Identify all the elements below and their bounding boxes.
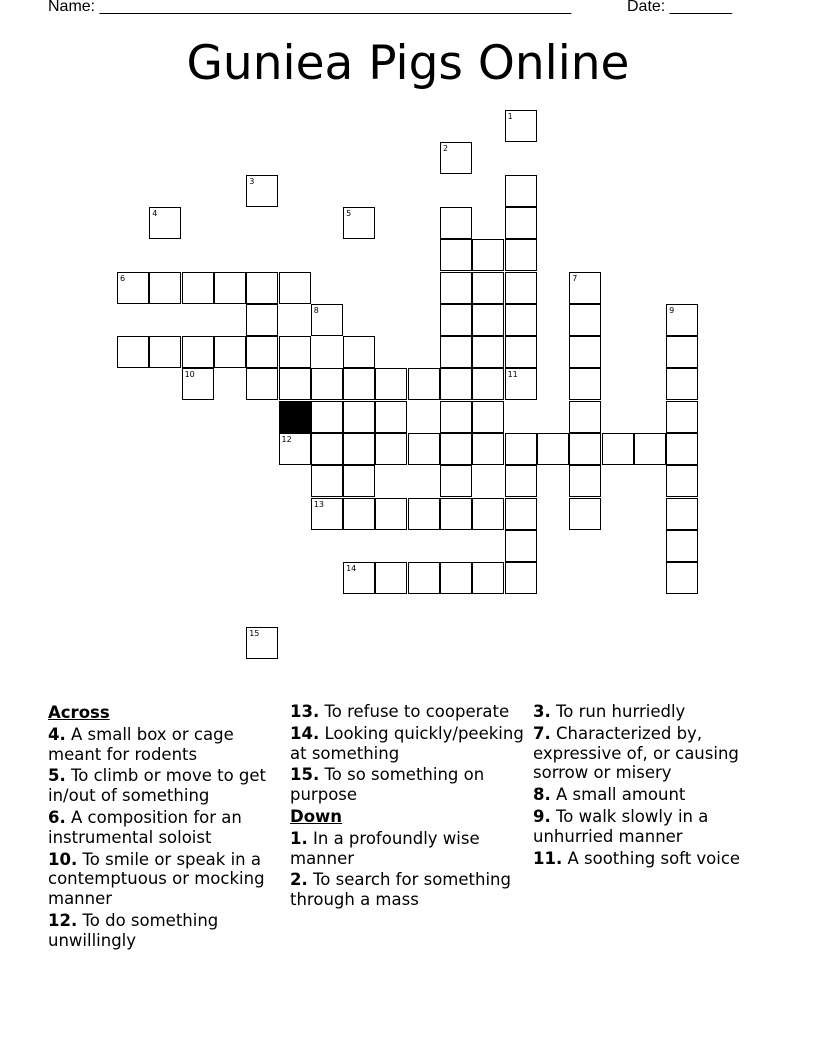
crossword-cell[interactable]	[505, 272, 537, 304]
crossword-cell[interactable]	[472, 336, 504, 368]
crossword-cell[interactable]	[343, 368, 375, 400]
crossword-cell[interactable]	[311, 368, 343, 400]
clue-item	[48, 850, 273, 909]
clue-item-number: 6.	[48, 807, 66, 827]
crossword-cell[interactable]	[343, 562, 375, 594]
crossword-cell[interactable]	[666, 498, 698, 530]
clue-item	[290, 702, 526, 722]
clue-number-4: 4	[152, 208, 158, 218]
crossword-cell[interactable]	[375, 401, 407, 433]
clue-item-text: To do something unwillingly	[48, 910, 219, 950]
crossword-black-cell	[279, 401, 311, 433]
crossword-cell[interactable]	[246, 368, 278, 400]
page-title: Guniea Pigs Online	[186, 36, 630, 91]
clue-item	[533, 724, 773, 783]
crossword-cell[interactable]	[343, 336, 375, 368]
clue-number-10: 10	[184, 370, 195, 380]
crossword-cell[interactable]	[440, 207, 472, 239]
crossword-cell[interactable]	[472, 498, 504, 530]
crossword-cell[interactable]	[505, 175, 537, 207]
crossword-cell[interactable]	[537, 433, 569, 465]
crossword-cell[interactable]	[375, 498, 407, 530]
crossword-cell[interactable]	[182, 336, 214, 368]
crossword-cell[interactable]	[505, 530, 537, 562]
crossword-cell[interactable]	[666, 304, 698, 336]
clue-item-number: 2.	[290, 870, 308, 890]
clue-item	[48, 725, 273, 765]
clue-number-12: 12	[281, 435, 292, 444]
clue-item-text: Looking quickly/peeking at something	[290, 723, 524, 763]
crossword-cell[interactable]	[569, 304, 601, 336]
crossword-cell[interactable]	[472, 401, 504, 433]
clue-number-8: 8	[313, 305, 319, 315]
crossword-cell[interactable]	[440, 465, 472, 497]
crossword-cell[interactable]	[505, 433, 537, 465]
clue-item	[48, 766, 273, 806]
clue-column-2	[290, 702, 526, 912]
crossword-cell[interactable]	[666, 368, 698, 400]
crossword-cell[interactable]	[505, 110, 537, 142]
across-clue-list-continued	[290, 702, 526, 805]
crossword-cell[interactable]	[246, 627, 278, 659]
crossword-cell[interactable]	[343, 465, 375, 497]
clue-number-11: 11	[507, 370, 518, 380]
clue-item-number: 11.	[533, 848, 563, 868]
crossword-cell[interactable]	[246, 272, 278, 304]
clue-number-1: 1	[507, 112, 513, 121]
clue-number-13: 13	[313, 499, 324, 509]
clue-number-5: 5	[346, 208, 352, 218]
down-clue-list-continued	[533, 702, 773, 868]
crossword-cell[interactable]	[569, 401, 601, 433]
crossword-cell[interactable]	[666, 562, 698, 594]
crossword-cell[interactable]	[440, 336, 472, 368]
clue-item	[533, 702, 773, 722]
crossword-cell[interactable]	[279, 368, 311, 400]
clue-item-text: To refuse to cooperate	[324, 702, 510, 721]
name-field[interactable]: Name: _____________________________________________________	[48, 0, 572, 15]
clue-number-3: 3	[249, 176, 255, 186]
clue-item	[533, 785, 773, 805]
clue-item-text: Characterized by, expressive of, or causing sorrow or misery	[533, 723, 739, 783]
crossword-cell[interactable]	[634, 433, 666, 465]
crossword-cell[interactable]	[505, 498, 537, 530]
clue-item-number: 5.	[48, 766, 66, 786]
clue-item-text: To run hurriedly	[556, 702, 686, 721]
crossword-cell[interactable]	[569, 368, 601, 400]
crossword-cell[interactable]	[149, 207, 181, 239]
clue-item-number: 14.	[290, 723, 320, 743]
clue-number-6: 6	[120, 273, 126, 283]
clue-item-number: 13.	[290, 702, 320, 721]
crossword-cell[interactable]	[343, 498, 375, 530]
crossword-cell[interactable]	[505, 336, 537, 368]
crossword-cell[interactable]	[343, 207, 375, 239]
crossword-cell[interactable]	[311, 304, 343, 336]
crossword-cell[interactable]	[666, 401, 698, 433]
clue-item-number: 10.	[48, 849, 78, 869]
clue-number-2: 2	[443, 144, 449, 154]
clue-item-number: 3.	[533, 702, 551, 721]
crossword-cell[interactable]	[214, 336, 246, 368]
crossword-cell[interactable]	[149, 336, 181, 368]
clue-number-7: 7	[572, 273, 578, 283]
clue-item	[533, 849, 773, 869]
clue-item	[290, 724, 526, 764]
clue-item-number: 9.	[533, 806, 551, 826]
crossword-cell[interactable]	[279, 336, 311, 368]
crossword-cell[interactable]	[408, 368, 440, 400]
clue-item-text: To search for something through a mass	[290, 870, 511, 910]
crossword-cell[interactable]	[666, 465, 698, 497]
clue-item-number: 12.	[48, 910, 78, 930]
clue-item-number: 8.	[533, 785, 551, 805]
crossword-cell[interactable]	[472, 368, 504, 400]
crossword-cell[interactable]	[408, 562, 440, 594]
clue-item-number: 1.	[290, 828, 308, 848]
clue-item	[533, 807, 773, 847]
crossword-cell[interactable]	[279, 272, 311, 304]
crossword-cell[interactable]	[569, 336, 601, 368]
clue-item-text: A small box or cage meant for rodents	[48, 724, 234, 764]
clue-item-text: A small amount	[556, 785, 686, 805]
clue-item-text: To so something on purpose	[290, 765, 485, 805]
clue-item-text: To climb or move to get in/out of something	[48, 766, 267, 806]
crossword-cell[interactable]	[440, 142, 472, 174]
clue-item-number: 7.	[533, 723, 551, 743]
clue-item-text: In a profoundly wise manner	[290, 828, 480, 868]
crossword-cell[interactable]	[505, 207, 537, 239]
clue-item	[290, 765, 526, 805]
crossword-cell[interactable]	[440, 368, 472, 400]
clue-item-text: A soothing soft voice	[567, 848, 741, 868]
clue-item-number: 4.	[48, 724, 66, 744]
crossword-cell[interactable]	[440, 498, 472, 530]
clue-item-number: 15.	[290, 765, 320, 785]
clue-item	[290, 870, 526, 910]
crossword-cell[interactable]	[505, 239, 537, 271]
crossword-cell[interactable]	[666, 530, 698, 562]
across-heading: Across	[48, 703, 110, 722]
crossword-cell[interactable]	[408, 433, 440, 465]
clue-number-9: 9	[669, 305, 675, 315]
crossword-cell[interactable]	[569, 433, 601, 465]
crossword-cell[interactable]	[117, 272, 149, 304]
crossword-cell[interactable]	[569, 465, 601, 497]
crossword-cell[interactable]	[375, 433, 407, 465]
crossword-cell[interactable]	[375, 562, 407, 594]
crossword-cell[interactable]	[472, 272, 504, 304]
crossword-cell[interactable]	[602, 433, 634, 465]
clue-number-14: 14	[346, 564, 357, 574]
down-heading: Down	[290, 806, 343, 826]
crossword-cell[interactable]	[472, 239, 504, 271]
crossword-cell[interactable]	[182, 368, 214, 400]
crossword-cell[interactable]	[149, 272, 181, 304]
crossword-cell[interactable]	[408, 498, 440, 530]
crossword-cell[interactable]	[666, 336, 698, 368]
crossword-cell[interactable]	[182, 272, 214, 304]
crossword-cell[interactable]	[440, 433, 472, 465]
crossword-cell[interactable]	[440, 401, 472, 433]
crossword-cell[interactable]	[440, 272, 472, 304]
clue-item	[48, 808, 273, 848]
crossword-cell[interactable]	[311, 433, 343, 465]
crossword-cell[interactable]	[246, 304, 278, 336]
clue-column-3	[533, 702, 773, 870]
crossword-cell[interactable]	[311, 401, 343, 433]
crossword-cell[interactable]	[505, 562, 537, 594]
date-field[interactable]: Date: _______	[627, 0, 732, 15]
crossword-cell[interactable]	[279, 433, 311, 465]
crossword-cell[interactable]	[375, 368, 407, 400]
crossword-cell[interactable]	[505, 368, 537, 400]
crossword-cell[interactable]	[214, 272, 246, 304]
clue-item-text: To walk slowly in a unhurried manner	[533, 806, 709, 846]
down-clue-list	[290, 829, 526, 910]
crossword-cell[interactable]	[311, 498, 343, 530]
crossword-cell[interactable]	[472, 304, 504, 336]
clue-item-text: A composition for an instrumental soloist	[48, 807, 242, 847]
clue-number-15: 15	[249, 628, 260, 638]
crossword-cell[interactable]	[311, 465, 343, 497]
crossword-cell[interactable]	[343, 433, 375, 465]
crossword-cell[interactable]	[246, 175, 278, 207]
crossword-cell[interactable]	[569, 272, 601, 304]
crossword-cell[interactable]	[472, 433, 504, 465]
crossword-cell[interactable]	[505, 465, 537, 497]
crossword-cell[interactable]	[343, 401, 375, 433]
crossword-cell[interactable]	[117, 336, 149, 368]
crossword-cell[interactable]	[246, 336, 278, 368]
crossword-cell[interactable]	[440, 562, 472, 594]
clue-column-1	[48, 702, 273, 953]
crossword-cell[interactable]	[569, 498, 601, 530]
crossword-cell[interactable]	[505, 304, 537, 336]
across-clue-list	[48, 725, 273, 951]
clue-item	[290, 829, 526, 869]
clue-item-text: To smile or speak in a contemptuous or mocking manner	[48, 849, 265, 909]
crossword-cell[interactable]	[666, 433, 698, 465]
crossword-cell[interactable]	[440, 239, 472, 271]
crossword-cell[interactable]	[472, 562, 504, 594]
clue-item	[48, 911, 273, 951]
crossword-cell[interactable]	[440, 304, 472, 336]
